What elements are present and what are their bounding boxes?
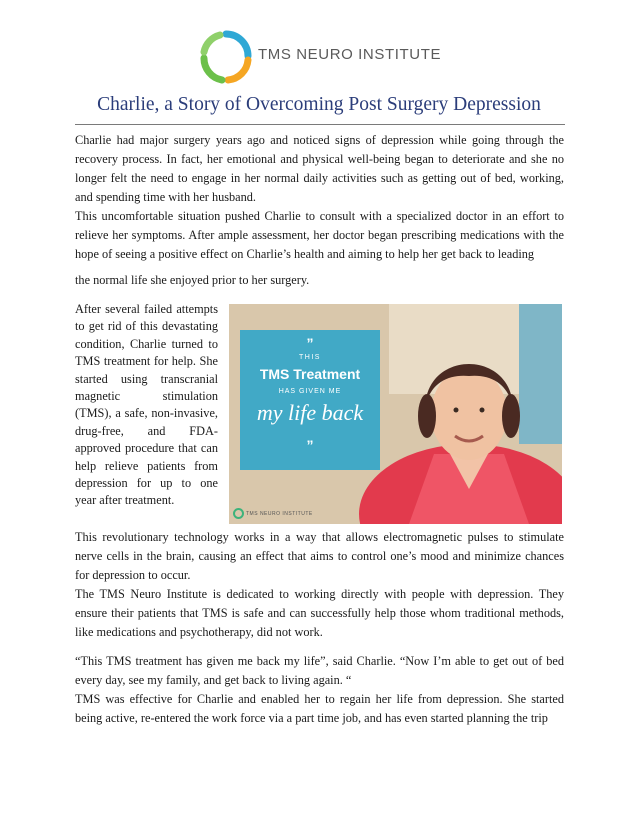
paragraph-6: “This TMS treatment has given me back my life”, said Charlie. “Now I’m able to get out of bed every day, see my family, and get back to living again. “ (75, 654, 564, 687)
quote-close-mark: ” (306, 437, 314, 453)
paragraph-3: After several failed attempts to get rid of this devastating condition, Charlie turned to TMS treatment for help. She started using transcranial magnetic stimulation (TMS), a safe, non-invasive, drug-free, and FDA-approved procedure that can help relieve patients from depression for up to one year after treatment. (75, 302, 218, 508)
paragraph-4: This revolutionary technology works in a way that allows electromagnetic pulses to stimulate nerve cells in the brain, causing an effect that aims to control one’s mood and minimize chances for depression to occur. (75, 530, 564, 582)
quote-line-2: TMS Treatment (259, 366, 361, 382)
logo-ring-icon (200, 30, 252, 84)
quote-line-4: my life back (256, 400, 364, 425)
tms-logo (200, 30, 460, 84)
charlie-photo (229, 304, 562, 524)
paragraph-2: This uncomfortable situation pushed Charlie to consult with a specialized doctor in an effort to relieve her symptoms. After ample assessment, her doctor began prescribing medications with the hope of seeing a positive effect on Charlie’s health and aiming to help her get back to leading (75, 209, 564, 261)
photo-watermark (233, 508, 313, 519)
watermark-logo-icon (233, 508, 244, 519)
watermark-text: TMS NEURO INSTITUTE (246, 510, 313, 517)
quote-open-mark: ” (306, 335, 314, 351)
page-title: Charlie, a Story of Overcoming Post Surgery Depression (97, 94, 541, 115)
title-underline (75, 124, 565, 125)
quote-line-1: THIS (299, 354, 321, 361)
logo-text: TMS NEURO INSTITUTE (258, 46, 442, 63)
quote-line-3: HAS GIVEN ME (278, 388, 342, 395)
quote-card (240, 330, 380, 470)
paragraph-5: The TMS Neuro Institute is dedicated to working directly with people with depression. They ensure their patients that TMS is safe and can successfully help those whom traditional methods, like medications and psychotherapy, did not work. (75, 587, 564, 639)
paragraph-2-continued: the normal life she enjoyed prior to her surgery. (75, 273, 310, 287)
paragraph-1: Charlie had major surgery years ago and noticed signs of depression while going through the recovery process. In fact, her emotional and physical well-being began to deteriorate and she no longer felt the need to engage in her normal daily activities such as getting out of bed, working, and spending time with her husband. (75, 133, 564, 204)
paragraph-7: TMS was effective for Charlie and enabled her to regain her life from depression. She started being active, re-entered the work force via a part time job, and has even started planning the trip (75, 692, 564, 725)
